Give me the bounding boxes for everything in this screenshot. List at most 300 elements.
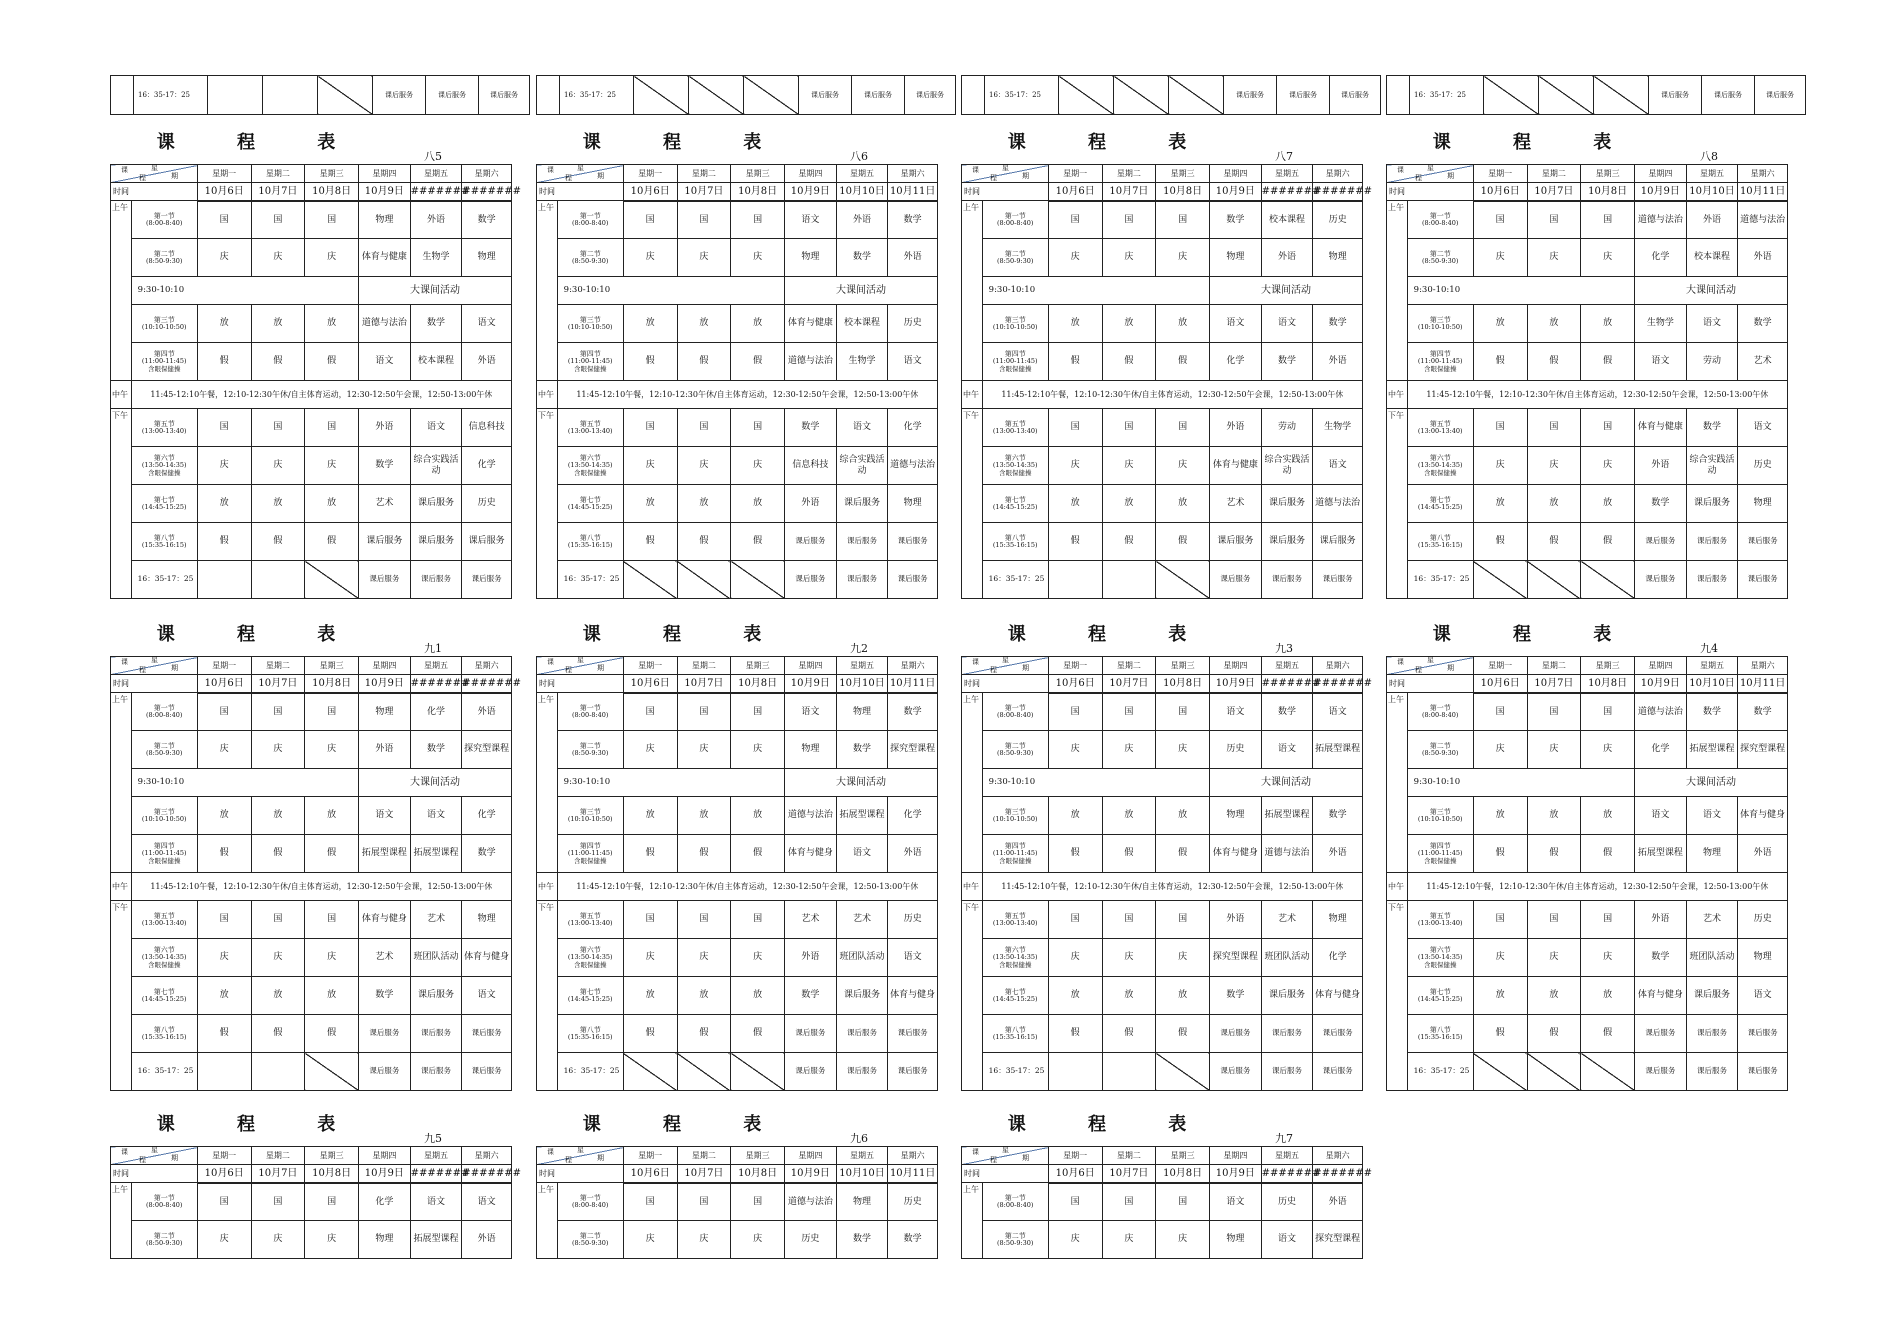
period-label-line: 第三节 xyxy=(153,807,175,816)
holiday-cell: 庆 xyxy=(1102,731,1156,769)
period-label xyxy=(1407,485,1473,523)
weekday-header: 星期五 xyxy=(410,657,462,675)
blank-cell xyxy=(1473,561,1527,599)
period-label xyxy=(557,343,623,381)
corner-course: 课 xyxy=(121,658,128,666)
course-cell: 课后服务 xyxy=(410,523,462,561)
period-label xyxy=(557,1221,623,1259)
weekday-header: 星期一 xyxy=(197,165,251,183)
period-label-line: 含眼保健操 xyxy=(1423,856,1457,865)
period-label-line: (13:50-14:35) xyxy=(141,953,187,962)
date-header: 10月11日 xyxy=(888,675,938,693)
service-cell: 课后服务 xyxy=(1686,1053,1738,1091)
strip-svc: 课后服务 xyxy=(1277,76,1330,115)
period-label-line: 第八节 xyxy=(153,1025,175,1034)
course-cell: 课后服务 xyxy=(1738,523,1788,561)
course-cell: 拓展型课程 xyxy=(1261,797,1313,835)
date-header: 10月7日 xyxy=(677,675,731,693)
holiday-cell: 假 xyxy=(1527,835,1581,873)
class-name: 九5 xyxy=(424,1132,442,1145)
course-cell: 体育与健身 xyxy=(785,835,837,873)
holiday-cell: 放 xyxy=(1102,485,1156,523)
timetable-title: 课 程 表 xyxy=(156,624,364,645)
session-pm: 下午 xyxy=(1387,901,1408,1091)
holiday-cell: 假 xyxy=(623,523,677,561)
course-cell: 语文 xyxy=(1313,447,1363,485)
course-cell: 道德与法治 xyxy=(1635,693,1687,731)
holiday-cell: 假 xyxy=(1156,343,1210,381)
period-label-line: 第七节 xyxy=(1004,987,1026,996)
course-cell: 道德与法治 xyxy=(785,343,837,381)
service-cell: 课后服务 xyxy=(785,1053,837,1091)
course-cell: 物理 xyxy=(888,485,938,523)
header-corner xyxy=(111,657,198,675)
course-cell: 课后服务 xyxy=(1261,523,1313,561)
period-label xyxy=(982,939,1048,977)
holiday-cell: 假 xyxy=(251,1015,305,1053)
period-label xyxy=(1407,239,1473,277)
session-am: 上午 xyxy=(962,693,983,873)
course-cell: 数学 xyxy=(1738,305,1788,343)
period-label-line: (10:10-10:50) xyxy=(567,814,613,823)
course-cell: 语文 xyxy=(359,343,411,381)
course-cell: 数学 xyxy=(836,731,888,769)
session-am: 上午 xyxy=(111,1183,132,1259)
period-label-line: (10:10-10:50) xyxy=(1417,322,1463,331)
service-cell: 课后服务 xyxy=(1210,1053,1262,1091)
course-cell: 化学 xyxy=(888,409,938,447)
weekday-header: 星期三 xyxy=(1581,165,1635,183)
session-am: 上午 xyxy=(111,201,132,381)
period-label-line: 第七节 xyxy=(579,987,601,996)
date-header: 10月7日 xyxy=(1102,1165,1156,1183)
weekday-header: 星期三 xyxy=(305,1147,359,1165)
course-cell: 数学 xyxy=(1261,343,1313,381)
schedule-table xyxy=(110,164,521,599)
time-label: 时间 xyxy=(962,1165,1049,1183)
period-label-line: 第四节 xyxy=(1004,842,1026,850)
course-cell: 外语 xyxy=(1313,343,1363,381)
course-cell: 课后服务 xyxy=(359,523,411,561)
schedule-table xyxy=(536,656,938,1091)
course-cell: 语文 xyxy=(1738,409,1788,447)
service-cell: 课后服务 xyxy=(1313,561,1363,599)
holiday-cell: 庆 xyxy=(1102,239,1156,277)
session-am: 上午 xyxy=(111,693,132,873)
date-header: 10月8日 xyxy=(1581,675,1635,693)
course-cell: 课后服务 xyxy=(836,485,888,523)
period-label-line: 第三节 xyxy=(1429,807,1451,816)
course-cell: 历史 xyxy=(1313,201,1363,239)
corner-cheng: 程 xyxy=(1415,666,1422,674)
holiday-cell: 假 xyxy=(731,343,785,381)
date-header: ####### xyxy=(1313,675,1363,693)
course-cell: 生物学 xyxy=(836,343,888,381)
holiday-cell: 庆 xyxy=(1156,447,1210,485)
break-activity: 大课间活动 xyxy=(1210,277,1363,305)
holiday-cell: 庆 xyxy=(1048,447,1102,485)
weekday-header: 星期四 xyxy=(785,165,837,183)
weekday-header: 星期五 xyxy=(410,165,462,183)
weekday-header: 星期一 xyxy=(197,657,251,675)
holiday-cell: 假 xyxy=(197,343,251,381)
course-cell: 外语 xyxy=(1313,1183,1363,1221)
date-header: 10月7日 xyxy=(1102,183,1156,201)
holiday-cell: 国 xyxy=(197,1183,251,1221)
period-label-line: (8:50-9:30) xyxy=(996,1238,1034,1247)
strip-blank xyxy=(1484,76,1539,115)
service-cell: 课后服务 xyxy=(785,561,837,599)
weekday-header: 星期四 xyxy=(1635,165,1687,183)
period-label-line: 第八节 xyxy=(579,1025,601,1034)
period-label xyxy=(557,409,623,447)
course-cell: 历史 xyxy=(1738,901,1788,939)
service-cell: 课后服务 xyxy=(888,561,938,599)
service-cell: 课后服务 xyxy=(462,1053,512,1091)
strip-blank xyxy=(689,76,744,115)
course-cell: 历史 xyxy=(888,1183,938,1221)
date-header: 10月7日 xyxy=(677,183,731,201)
service-cell: 课后服务 xyxy=(836,561,888,599)
course-cell: 语文 xyxy=(410,1183,462,1221)
holiday-cell: 放 xyxy=(731,977,785,1015)
time-label: 时间 xyxy=(111,183,198,201)
holiday-cell: 庆 xyxy=(1527,731,1581,769)
date-header: 10月8日 xyxy=(305,183,359,201)
period-label-line: (11:00-11:45) xyxy=(1417,849,1463,858)
holiday-cell: 放 xyxy=(623,977,677,1015)
session-am: 上午 xyxy=(1387,693,1408,873)
holiday-cell: 假 xyxy=(1473,835,1527,873)
holiday-cell: 庆 xyxy=(251,939,305,977)
holiday-cell: 庆 xyxy=(623,447,677,485)
holiday-cell: 假 xyxy=(197,835,251,873)
period-label-line: (15:35-16:15) xyxy=(992,540,1038,549)
course-cell: 历史 xyxy=(462,485,512,523)
holiday-cell: 假 xyxy=(251,343,305,381)
period-label-line: (13:50-14:35) xyxy=(992,953,1038,962)
holiday-cell: 放 xyxy=(1102,305,1156,343)
course-cell: 道德与法治 xyxy=(1738,201,1788,239)
holiday-cell: 国 xyxy=(1527,901,1581,939)
holiday-cell: 庆 xyxy=(1048,731,1102,769)
holiday-cell: 庆 xyxy=(1581,939,1635,977)
holiday-cell: 放 xyxy=(251,305,305,343)
period-label-line: (10:10-10:50) xyxy=(1417,814,1463,823)
period-label xyxy=(131,447,197,485)
holiday-cell: 庆 xyxy=(197,939,251,977)
period-label-line: 第七节 xyxy=(153,495,175,504)
holiday-cell: 国 xyxy=(1527,201,1581,239)
strip-blank xyxy=(1059,76,1114,115)
holiday-cell: 国 xyxy=(251,901,305,939)
course-cell: 外语 xyxy=(462,343,512,381)
period-label xyxy=(557,239,623,277)
session-noon: 中午 xyxy=(111,381,132,409)
blank-cell xyxy=(731,561,785,599)
period-label-line: (13:00-13:40) xyxy=(567,918,613,927)
weekday-header: 星期三 xyxy=(1581,657,1635,675)
course-cell: 外语 xyxy=(1635,901,1687,939)
period-label xyxy=(557,977,623,1015)
holiday-cell: 国 xyxy=(1156,901,1210,939)
time-label: 时间 xyxy=(962,183,1049,201)
period-label-line: 含眼保健操 xyxy=(573,960,607,969)
course-cell: 化学 xyxy=(462,447,512,485)
weekday-header: 星期五 xyxy=(1261,1147,1313,1165)
holiday-cell: 国 xyxy=(677,409,731,447)
holiday-cell: 国 xyxy=(731,201,785,239)
period-label-line: (8:00-8:40) xyxy=(1421,710,1459,719)
session-pm: 下午 xyxy=(962,901,983,1091)
course-cell: 道德与法治 xyxy=(1313,485,1363,523)
holiday-cell: 放 xyxy=(1473,977,1527,1015)
course-cell: 数学 xyxy=(1313,305,1363,343)
noon-schedule: 11:45-12:10午餐，12:10-12:30午休/自主体育运动，12:30-12:50午会课，12:50-13:00午休 xyxy=(982,381,1362,409)
date-header: 10月7日 xyxy=(677,1165,731,1183)
corner-qi: 期 xyxy=(171,664,178,672)
period-label-line: 第四节 xyxy=(1429,350,1451,358)
period-label xyxy=(982,1221,1048,1259)
blank-cell xyxy=(1102,561,1156,599)
holiday-cell: 放 xyxy=(731,305,785,343)
date-header: 10月6日 xyxy=(197,183,251,201)
weekday-header: 星期一 xyxy=(197,1147,251,1165)
period-label-line: 第八节 xyxy=(1004,533,1026,542)
blank-cell xyxy=(677,561,731,599)
course-cell: 课后服务 xyxy=(836,977,888,1015)
holiday-cell: 国 xyxy=(251,409,305,447)
period-label-line: 含眼保健操 xyxy=(573,364,607,373)
date-header: 10月8日 xyxy=(1581,183,1635,201)
period-label-line: 含眼保健操 xyxy=(147,856,181,865)
corner-course: 课 xyxy=(547,166,554,174)
corner-qi: 期 xyxy=(1447,664,1454,672)
schedule-table xyxy=(961,164,1372,599)
course-cell: 外语 xyxy=(1313,835,1363,873)
course-cell: 艺术 xyxy=(1261,901,1313,939)
strip-blank xyxy=(744,76,799,115)
holiday-cell: 国 xyxy=(1156,1183,1210,1221)
timetable-title: 课 程 表 xyxy=(582,1114,790,1135)
weekday-header: 星期六 xyxy=(888,657,938,675)
service-cell: 课后服务 xyxy=(1313,1053,1363,1091)
period-label-line: 第一节 xyxy=(153,211,175,220)
holiday-cell: 庆 xyxy=(197,447,251,485)
weekday-header: 星期一 xyxy=(1048,1147,1102,1165)
course-cell: 综合实践活动 xyxy=(1686,447,1738,485)
corner-xing: 星 xyxy=(577,164,584,172)
period-label-line: (8:00-8:40) xyxy=(571,1200,609,1209)
weekday-header: 星期一 xyxy=(1048,165,1102,183)
course-cell: 探究型课程 xyxy=(1210,939,1262,977)
course-cell: 历史 xyxy=(1261,1183,1313,1221)
weekday-header: 星期一 xyxy=(623,165,677,183)
holiday-cell: 庆 xyxy=(1156,939,1210,977)
course-cell: 历史 xyxy=(888,901,938,939)
course-cell: 校本课程 xyxy=(1261,201,1313,239)
period-label xyxy=(131,939,197,977)
holiday-cell: 放 xyxy=(677,305,731,343)
session-noon: 中午 xyxy=(111,873,132,901)
holiday-cell: 庆 xyxy=(197,731,251,769)
course-cell: 语文 xyxy=(1738,977,1788,1015)
course-cell: 数学 xyxy=(888,693,938,731)
strip-svc: 课后服务 xyxy=(1649,76,1702,115)
holiday-cell: 国 xyxy=(1581,693,1635,731)
period-label-line: 第三节 xyxy=(1004,807,1026,816)
holiday-cell: 放 xyxy=(1048,797,1102,835)
period-label-line: (11:00-11:45) xyxy=(1417,357,1463,366)
header-corner xyxy=(1387,165,1474,183)
timetable-title: 课 程 表 xyxy=(1432,132,1640,153)
period-label-line: 第四节 xyxy=(579,350,601,358)
course-cell: 化学 xyxy=(1635,731,1687,769)
break-time: 9:30-10:10 xyxy=(982,769,1209,797)
course-cell: 信息科技 xyxy=(785,447,837,485)
date-header: 10月11日 xyxy=(888,183,938,201)
session-am: 上午 xyxy=(537,693,558,873)
strip-blank xyxy=(1594,76,1649,115)
course-cell: 数学 xyxy=(1210,977,1262,1015)
course-cell: 外语 xyxy=(1686,201,1738,239)
period-label-line: 第七节 xyxy=(153,987,175,996)
date-header: 10月9日 xyxy=(1210,675,1262,693)
period-label-line: 第一节 xyxy=(579,211,601,220)
period-label xyxy=(982,305,1048,343)
period-label-line: 第八节 xyxy=(153,533,175,542)
period-label-line: (8:50-9:30) xyxy=(571,1238,609,1247)
schedule-table xyxy=(961,656,1372,1091)
period-label-line: 第六节 xyxy=(153,454,175,462)
period-label-line: (13:00-13:40) xyxy=(1417,918,1463,927)
holiday-cell: 假 xyxy=(1527,523,1581,561)
holiday-cell: 国 xyxy=(1048,409,1102,447)
period-label-line: 第六节 xyxy=(579,946,601,954)
holiday-cell: 假 xyxy=(1527,343,1581,381)
period-label xyxy=(131,731,197,769)
course-cell: 物理 xyxy=(1686,835,1738,873)
class-name: 八7 xyxy=(1275,150,1293,163)
holiday-cell: 国 xyxy=(1048,1183,1102,1221)
course-cell: 化学 xyxy=(462,797,512,835)
date-header: 10月7日 xyxy=(251,183,305,201)
blank-cell xyxy=(1581,1053,1635,1091)
service-cell: 课后服务 xyxy=(410,1053,462,1091)
course-cell: 物理 xyxy=(359,1221,411,1259)
course-cell: 班团队活动 xyxy=(836,939,888,977)
noon-schedule: 11:45-12:10午餐，12:10-12:30午休/自主体育运动，12:30-12:50午会课，12:50-13:00午休 xyxy=(131,873,511,901)
course-cell: 拓展型课程 xyxy=(1313,731,1363,769)
weekday-header: 星期六 xyxy=(888,165,938,183)
holiday-cell: 庆 xyxy=(623,1221,677,1259)
holiday-cell: 国 xyxy=(197,409,251,447)
period-label-line: 含眼保健操 xyxy=(147,364,181,373)
course-cell: 物理 xyxy=(359,201,411,239)
service-cell: 课后服务 xyxy=(1738,561,1788,599)
weekday-header: 星期二 xyxy=(677,165,731,183)
weekday-header: 星期四 xyxy=(1210,165,1262,183)
course-cell: 外语 xyxy=(410,201,462,239)
period-label xyxy=(131,1221,197,1259)
period-label-line: 第二节 xyxy=(579,249,601,258)
time-label: 时间 xyxy=(537,675,624,693)
period-label-line: 第四节 xyxy=(153,350,175,358)
weekday-header: 星期四 xyxy=(359,165,411,183)
weekday-header: 星期三 xyxy=(1156,165,1210,183)
break-time: 9:30-10:10 xyxy=(131,277,358,305)
period-label xyxy=(131,201,197,239)
holiday-cell: 假 xyxy=(1102,835,1156,873)
course-cell: 艺术 xyxy=(785,901,837,939)
holiday-cell: 放 xyxy=(197,485,251,523)
holiday-cell: 庆 xyxy=(305,239,359,277)
course-cell: 数学 xyxy=(359,977,411,1015)
holiday-cell: 假 xyxy=(251,523,305,561)
course-cell: 体育与健康 xyxy=(1210,447,1262,485)
course-cell: 化学 xyxy=(359,1183,411,1221)
timetable-title: 课 程 表 xyxy=(1007,132,1215,153)
date-header: ####### xyxy=(410,675,462,693)
break-activity: 大课间活动 xyxy=(1635,277,1788,305)
holiday-cell: 假 xyxy=(1048,523,1102,561)
weekday-header: 星期一 xyxy=(623,657,677,675)
weekday-header: 星期四 xyxy=(1210,1147,1262,1165)
holiday-cell: 庆 xyxy=(305,447,359,485)
blank-cell xyxy=(1048,561,1102,599)
break-time: 9:30-10:10 xyxy=(131,769,358,797)
holiday-cell: 庆 xyxy=(623,239,677,277)
holiday-cell: 假 xyxy=(677,835,731,873)
class-name: 九1 xyxy=(424,642,442,655)
period-label-line: 第五节 xyxy=(1429,911,1451,920)
period-label-line: (14:45-15:25) xyxy=(567,994,613,1003)
course-cell: 课后服务 xyxy=(410,485,462,523)
date-header: 10月7日 xyxy=(251,675,305,693)
course-cell: 道德与法治 xyxy=(1261,835,1313,873)
holiday-cell: 假 xyxy=(305,523,359,561)
course-cell: 课后服务 xyxy=(1686,485,1738,523)
blank-cell xyxy=(677,1053,731,1091)
weekday-header: 星期一 xyxy=(1473,657,1527,675)
date-header: 10月10日 xyxy=(1686,183,1738,201)
course-cell: 数学 xyxy=(1635,939,1687,977)
session-pm: 下午 xyxy=(111,901,132,1091)
date-header: ####### xyxy=(410,1165,462,1183)
period-label-line: (8:50-9:30) xyxy=(571,748,609,757)
strip-blank xyxy=(634,76,689,115)
period-label-line: (11:00-11:45) xyxy=(141,357,187,366)
course-cell: 语文 xyxy=(1210,1183,1262,1221)
course-cell: 探究型课程 xyxy=(1738,731,1788,769)
strip-svc: 课后服务 xyxy=(479,76,530,115)
course-cell: 校本课程 xyxy=(410,343,462,381)
date-header: 10月9日 xyxy=(1210,183,1262,201)
course-cell: 物理 xyxy=(836,1183,888,1221)
holiday-cell: 庆 xyxy=(1048,239,1102,277)
strip-svc: 课后服务 xyxy=(852,76,905,115)
service-cell: 课后服务 xyxy=(1210,561,1262,599)
course-cell: 外语 xyxy=(1210,901,1262,939)
course-cell: 道德与法治 xyxy=(1635,201,1687,239)
course-cell: 语文 xyxy=(1210,693,1262,731)
session-am: 上午 xyxy=(537,1183,558,1259)
period-label xyxy=(1407,939,1473,977)
corner-course: 课 xyxy=(972,166,979,174)
holiday-cell: 国 xyxy=(677,693,731,731)
period-label xyxy=(1407,201,1473,239)
period-label-line: 第七节 xyxy=(1004,495,1026,504)
